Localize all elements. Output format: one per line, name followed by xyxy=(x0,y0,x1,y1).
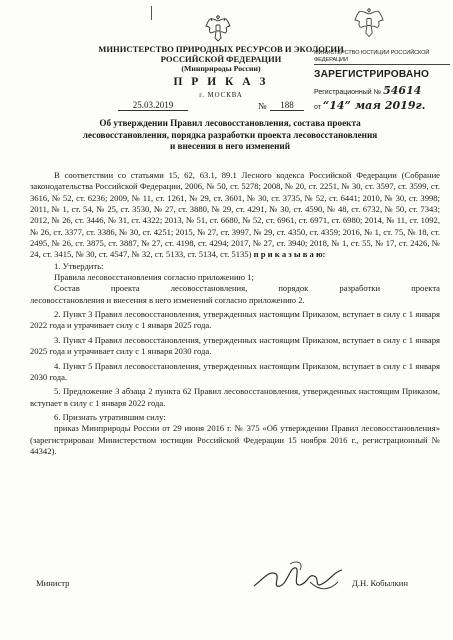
stamp-registered: ЗАРЕГИСТРИРОВАНО xyxy=(314,69,430,80)
number-sign: № xyxy=(258,101,267,111)
document-type: П Р И К А З xyxy=(173,76,269,88)
item-2: 2. Пункт 3 Правил лесовосстановления, утвержденных настоящим Приказом, вступает в силу с 1 января 2022 года и утрачивает силу с 1 января 2025 года. xyxy=(30,309,440,331)
stamp-reg-number-row xyxy=(314,84,450,97)
coat-of-arms-icon xyxy=(203,14,233,44)
registration-stamp xyxy=(314,50,450,116)
item-3: 3. Пункт 4 Правил лесовосстановления, утвержденных настоящим Приказом, вступает в силу с 1 января 2025 года и утрачивает силу с 1 января 2030 года. xyxy=(30,334,440,357)
stamp-organization: МИНИСТЕРСТВО ЮСТИЦИИ РОССИЙСКОЙ ФЕДЕРАЦИИ xyxy=(314,50,450,65)
item-1a: Правила лесовосстановления согласно приложению 1; xyxy=(54,272,254,283)
item-4: 4. Пункт 5 Правил лесовосстановления, утвержденных настоящим Приказом, вступает в силу с 1 января 2030 года. xyxy=(30,360,440,382)
stamp-date-row xyxy=(314,99,450,112)
signatory-position: Министр xyxy=(36,578,70,588)
scan-mark xyxy=(151,6,152,20)
item-1: 1. Утвердить: xyxy=(54,260,104,271)
stamp-reg-number: 54614 xyxy=(383,84,422,97)
title-line3: и внесения в него изменений xyxy=(169,141,291,151)
document-number: 188 xyxy=(270,100,304,111)
title-line2: лесовосстановления, порядка разработки проекта лесовосстановления xyxy=(82,129,378,140)
document-city: г. МОСКВА xyxy=(199,92,243,99)
preamble-text: В соответствии со статьями 15, 62, 63.1, 89.1 Лесного кодекса Российской Федерации (Собрание законодательства Российской Федерации, 2006, № 50, ст. 5278; 2008, № 20, ст. 2251, № 30, ст. 3597, ст. 3599, ст. 3616, № 52, ст. 6236; 2009, № 11, ст. 1261, № 29, ст. 3601, № 30, ст. 3735, № 52, ст. 6441; 2010, № 30, ст. 3998; 2011, № 1, ст. 54, № 25, ст. 3530, № 27, ст. 3880, № 29, ст. 4291, № 30, ст. 4590, № 48, ст. 6732, № 50, ст. 7343; 2012, № 26, ст. 3446, № 31, ст. 4322; 2013, № 51, ст. 6680, № 52, ст. 6961, ст. 6971, ст. 6980; 2014, № 11, ст. 1092, № 26, ст. 3377, ст. 3386, № 30, ст. 4251; 2015, № 27, ст. 3997, № 29, ст. 4350, ст. 4359; 2016, № 1, ст. 75, № 18, ст. 2495, № 26, ст. 3875, ст. 3887, № 27, ст. 4198, ст. 4294; 2017, № 27, ст. 3940; 2018, № 1, ст. 55, № 17, ст. 2426, № 24, ст. 3415, № 30, ст. 4547, № 32, ст. 5133, ст. 5134, ст. 5135) xyxy=(30,170,440,260)
item-6: 6. Признать утратившим силу: xyxy=(54,411,166,422)
stamp-eagle-icon xyxy=(352,6,386,40)
document-body xyxy=(30,170,440,457)
document-date: 25.03.2019 xyxy=(118,100,188,111)
preamble-paragraph xyxy=(30,170,440,261)
signatory-name: Д.Н. Кобылкин xyxy=(352,578,408,588)
signature-icon xyxy=(250,556,346,596)
item-6a: приказ Минприроды России от 29 июня 2016 г. № 375 «Об утверждении Правил лесовосстановления» (зарегистрирован Министерством юстиции Российской Федерации 15 ноября 2016 г., регистрационный № 44342). xyxy=(30,423,440,456)
stamp-reg-label: Регистрационный № xyxy=(314,89,382,96)
item-1b-line1: Состав проекта лесовосстановления, порядок разработки проекта xyxy=(54,283,440,294)
ministry-short-name: (Минприроды России) xyxy=(181,64,261,73)
item-5: 5. Предложение 3 абзаца 2 пункта 62 Правил лесовосстановления, утвержденных настоящим Приказом, вступает в силу с 1 января 2022 года. xyxy=(30,386,440,408)
order-word: п р и к а з ы в а ю: xyxy=(253,249,326,260)
title-line1: Об утверждении Правил лесовосстановления, состава проекта xyxy=(99,118,361,128)
item-1b-line2: лесовосстановления и внесения в него изменений согласно приложению 2. xyxy=(30,294,305,305)
document-title xyxy=(40,118,420,153)
ministry-name-line1: МИНИСТЕРСТВО ПРИРОДНЫХ РЕСУРСОВ И ЭКОЛОГИИ xyxy=(98,44,344,54)
ministry-name-line2: РОССИЙСКОЙ ФЕДЕРАЦИИ xyxy=(160,54,282,64)
stamp-from-label: от xyxy=(314,104,321,111)
ministry-header xyxy=(96,44,346,74)
stamp-date: “14” мая 2019г. xyxy=(322,99,426,112)
